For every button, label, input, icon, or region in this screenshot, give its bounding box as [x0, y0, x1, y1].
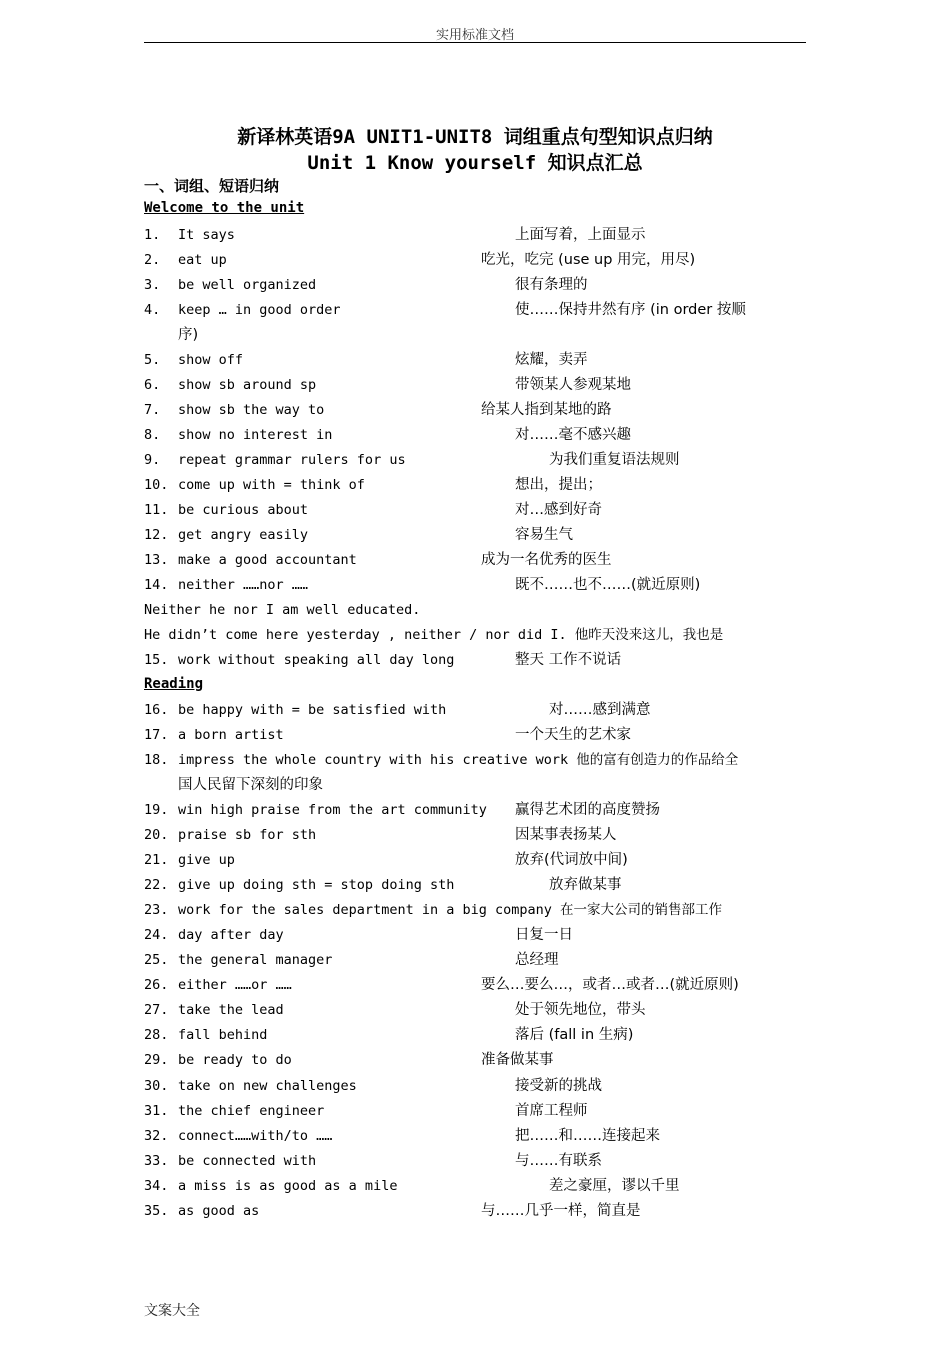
section-heading: 一、词组、短语归纳 — [144, 177, 280, 195]
page-header: 实用标准文档 — [435, 28, 514, 43]
example-sentence: Neither he nor I am well educated. — [144, 602, 421, 618]
list-item-continuation: 序) — [178, 327, 199, 343]
document-title: 新译林英语9A UNIT1-UNIT8 词组重点句型知识点归纳 — [237, 126, 713, 148]
document-subtitle: Unit 1 Know yourself 知识点汇总 — [307, 152, 643, 174]
subsection-welcome: Welcome to the unit — [144, 200, 305, 216]
list-item-continuation: 国人民留下深刻的印象 — [178, 777, 323, 793]
header-rule — [144, 42, 806, 43]
example-sentence: He didn’t come here yesterday , neither / nor did I. 他昨天没来这儿，我也是 — [144, 627, 724, 643]
page-footer: 文案大全 — [144, 1303, 200, 1319]
subsection-reading: Reading — [144, 676, 204, 692]
